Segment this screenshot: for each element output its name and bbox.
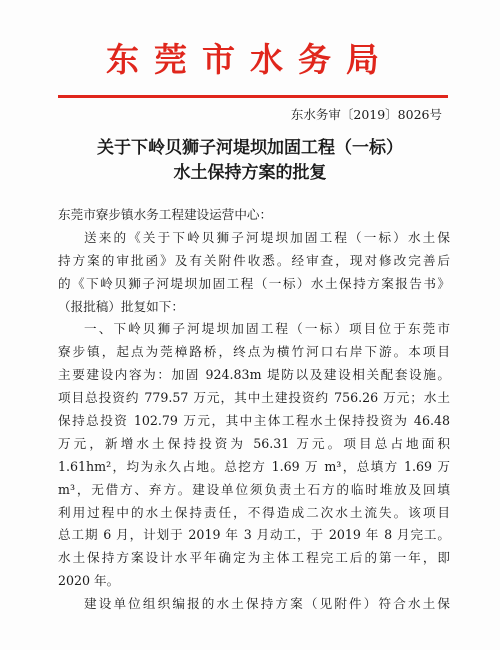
- paragraph-line: 送来的《关于下岭贝狮子河堤坝加固工程（一标）水土保: [84, 229, 450, 245]
- paragraph-line: 2020 年。: [58, 573, 120, 589]
- addressee: 东莞市寮步镇水务工程建设运营中心：: [58, 207, 273, 222]
- paragraph-3: [58, 593, 450, 616]
- paragraph-line: 万元，新增水土保持投资为 56.31 万元。项目总占地面积: [58, 435, 450, 451]
- paragraph-1: [58, 227, 450, 319]
- paragraph-line: 一、下岭贝狮子河堤坝加固工程（一标）项目位于东莞市: [84, 321, 450, 337]
- paragraph-line: 寮步镇，起点为莞樟路桥，终点为横竹河口右岸下游。本项目: [58, 344, 450, 360]
- document-title: [0, 136, 500, 186]
- agency-masthead: 东莞市水务局: [106, 40, 394, 79]
- title-line-2: 水土保持方案的批复: [173, 163, 327, 183]
- paragraph-line: 水土保持方案设计水平年确定为主体工程完工后的第一年，即: [58, 550, 450, 566]
- paragraph-line: 建设单位组织编报的水土保持方案（见附件）符合水土保: [84, 596, 450, 612]
- paragraph-line: 项目总投资约 779.57 万元，其中土建投资约 756.26 万元；水土: [58, 390, 450, 406]
- paragraph-line: 保持总投资 102.79 万元，其中主体工程水土保持投资为 46.48: [58, 413, 450, 429]
- paragraph-line: 的《下岭贝狮子河堤坝加固工程（一标）水土保持方案报告书》: [58, 275, 450, 291]
- document-number: 东水务审〔2019〕8026号: [290, 107, 442, 122]
- paragraph-2: [58, 318, 450, 593]
- paragraph-line: 持方案的审批函》及有关附件收悉。经审查，现对修改完善后: [58, 252, 450, 268]
- paragraph-line: m³，无借方、弃方。建设单位须负责土石方的临时堆放及回填: [58, 481, 450, 497]
- document-body: [58, 204, 450, 616]
- title-line-1: 关于下岭贝狮子河堤坝加固工程（一标）: [97, 138, 403, 158]
- paragraph-line: 总工期 6 月，计划于 2019 年 3 月动工，于 2019 年 8 月完工。: [58, 527, 450, 543]
- paragraph-line: （报批稿）批复如下：: [58, 298, 184, 314]
- paragraph-line: 1.61hm²，均为永久占地。总挖方 1.69 万 m³，总填方 1.69 万: [58, 458, 450, 474]
- paragraph-line: 主要建设内容为：加固 924.83m 堤防以及建设相关配套设施。: [58, 367, 450, 383]
- paragraph-line: 利用过程中的水土保持责任，不得造成二次水土流失。该项目: [58, 504, 450, 520]
- masthead-red-rule: [58, 95, 448, 98]
